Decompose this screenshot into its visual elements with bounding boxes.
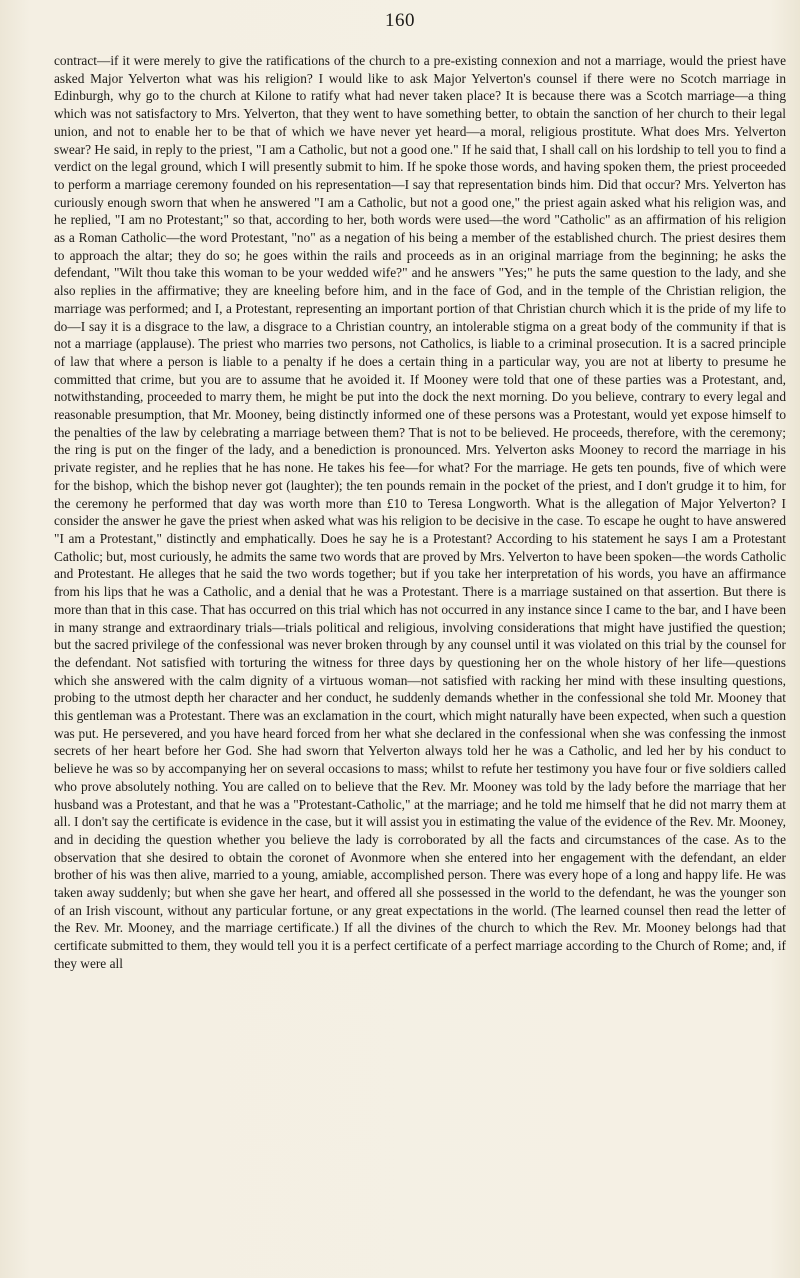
body-paragraph: contract—if it were merely to give the ratifications of the church to a pre-existing connexion and not a marriage, would the priest have asked Major Yelverton what was his religion? I would like to ask Major Yelverton's counsel if there were no Scotch marriage in Edinburgh, why go to the church at Kilone to ratify what had never taken place? It is because there was a Scotch marriage—a thing which was not satisfactory to Mrs. Yelverton, that they went to have something better, to obtain the sanction of her church to their legal union, and not to enable her to be that of which we have never yet heard—a moral, religious prostitute. What does Mrs. Yelverton swear? He said, in reply to the priest, "I am a Catholic, but not a good one." If he said that, I shall call on his lordship to tell you to find a verdict on the legal ground, which I will presently submit to him. If he spoke those words, and having spoken them, the priest proceeded to perform a marriage ceremony founded on his representation—I say that representation binds him. Did that occur? Mrs. Yelverton has curiously enough sworn that when he answered "I am a Catholic, but not a good one," the priest again asked what his religion was, and he replied, "I am no Protestant;" so that, according to her, both words were used—the word "Catholic" as an affirmation of his religion as a Roman Catholic—the word Protestant, "no" as a negation of his being a member of the established church. The priest desires them to approach the altar; they do so; he goes within the rails and proceeds as in an original marriage from the beginning; he asks the defendant, "Wilt thou take this woman to be your wedded wife?" and he answers "Yes;" he puts the same question to the lady, and she also replies in the affirmative; they are kneeling before him, and in the face of God, and in the temple of the Christian religion, the marriage was performed; and I, a Protestant, representing an important portion of that Christian church which it is the pride of my life to do—I say it is a disgrace to the law, a disgrace to a Christian country, an intolerable stigma on a great body of the community if that is not a marriage (applause). The priest who marries two persons, not Catholics, is liable to a criminal prosecution. It is a sacred principle of law that where a person is liable to a penalty if he does a certain thing in a particular way, you are not at liberty to presume he committed that crime, but you are to assume that he avoided it. If Mooney were told that one of these parties was a Protestant, and, notwithstanding, proceeded to marry them, he might be put into the dock the next morning. Do you believe, contrary to every legal and reasonable presumption, that Mr. Mooney, being distinctly informed one of these persons was a Protestant, would yet expose himself to the penalties of the law by celebrating a marriage between them? That is not to be believed. He proceeds, therefore, with the ceremony; the ring is put on the finger of the lady, and a benediction is pronounced. Mrs. Yelverton asks Mooney to record the marriage in his private register, and he replies that he has none. He takes his fee—for what? For the marriage. He gets ten pounds, five of which were for the bishop, which the bishop never got (laughter); the ten pounds remain in the pocket of the priest, and I don't grudge it to him, for the ceremony he performed that day was worth more than £10 to Teresa Longworth. What is the allegation of Major Yelverton? I consider the answer he gave the priest when asked what was his religion to be decisive in the case. To escape he ought to have answered "I am a Protestant," distinctly and emphatically. Does he say he is a Protestant? According to his statement he says I am a Protestant Catholic; but, most curiously, he admits the same two words that are proved by Mrs. Yelverton to have been spoken—the words Catholic and Protestant. He alleges that he said the two words together; but if you take her interpretation of his words, you have an affirmance from his lips that he was a Catholic, and a denial that he was a Protestant. There is a marriage sustained on that assertion. But there is more than that in this case. That has occurred on this trial which has not occurred in any instance since I came to the bar, and I have been in many strange and extraordinary trials—trials political and religious, involving considerations that might have justified the question; but the sacred privilege of the confessional was never broken through by any counsel until it was violated on this trial by the counsel for the defendant. Not satisfied with torturing the witness for three days by questioning her on the whole history of her life—questions which she answered with the calm dignity of a virtuous woman—not satisfied with racking her mind with these insulting questions, probing to the utmost depth her character and her conduct, he suddenly demands whether in the confessional she told Mr. Mooney that this gentleman was a Protestant. There was an exclamation in the court, which might naturally have been expected, when such a question was put. He persevered, and you have heard forced from her what she declared in the confessional when she was confessing the inmost secrets of her heart before her God. She had sworn that Yelverton always told her he was a Catholic, and led her by his conduct to believe he was so by accompanying her on several occasions to mass; whilst to refute her testimony you have four or five soldiers called who prove absolutely nothing. You are called on to believe that the Rev. Mr. Mooney was told by the lady before the marriage that her husband was a Protestant, and that he was a "Protestant-Catholic," at the marriage; and he told me himself that he did not marry them at all. I don't say the certificate is evidence in the case, but it will assist you in estimating the value of the evidence of the Rev. Mr. Mooney, and in deciding the question whether you believe the lady is corroborated by all the facts and circumstances of the case. As to the observation that she desired to obtain the coronet of Avonmore when she entered into her engagement with the defendant, an elder brother of his was then alive, married to a young, amiable, accomplished person. There was every hope of a long and happy life. He was taken away suddenly; but when she gave her heart, and offered all she possessed in the world to the defendant, he was the younger son of an Irish viscount, without any particular fortune, or any great expectations in the world. (The learned counsel then read the letter of the Rev. Mr. Mooney, and the marriage certificate.) If all the divines of the church to which the Rev. Mr. Mooney belongs had that certificate submitted to them, they would tell you it is a perfect certificate of a perfect marriage according to the Church of Rome; and, if they were all xyxy=(54,53,786,971)
page-number: 160 xyxy=(385,10,415,31)
